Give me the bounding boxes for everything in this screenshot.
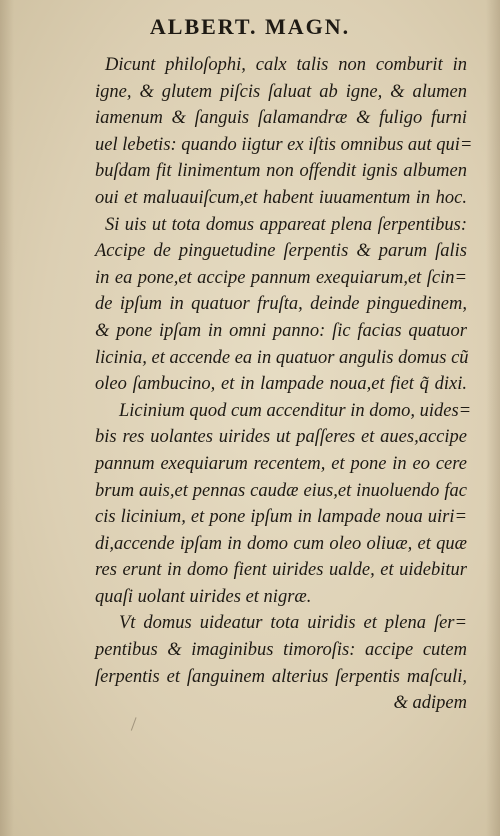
body-text (95, 52, 473, 717)
text-line: & pone ipſam in omni panno: ſic facias quatuor (95, 320, 467, 341)
text-line: Licinium quod cum accenditur in domo, uides= (119, 400, 472, 421)
text-line: buſdam fit linimentum non offendit ignis albumen (95, 161, 467, 182)
text-line: pentibus & imaginibus timoroſis: accipe cutem (95, 640, 467, 661)
catchword: & adipem (393, 693, 467, 714)
text-line: Dicunt philoſophi, calx talis non comburit in (105, 55, 467, 75)
text-line: pannum exequiarum recentem, et pone in eo cere (95, 453, 467, 474)
text-line: cis licinium, et pone ipſum in lampade noua uiri= (95, 507, 467, 528)
text-line: Accipe de pinguetudine ſerpentis & parum ſalis (95, 241, 467, 262)
running-header: ALBERT. MAGN. (149, 14, 351, 39)
text-line: oui et maluauiſcum,et habent iuuamentum in hoc. (95, 187, 467, 208)
text-line: ſerpentis et ſanguinem alterius ſerpentis maſculi, (95, 666, 467, 687)
text-line: res erunt in domo fient uirides ualde, et uidebitur (95, 560, 467, 581)
text-line: di,accende ipſam in domo cum oleo oliuæ, et quæ (95, 533, 467, 554)
text-line: Vt domus uideatur tota uiridis et plena ſer= (119, 613, 467, 634)
page-edge-right (486, 0, 500, 836)
text-line: uel lebetis: quando iigtur ex iſtis omnibus aut qui= (95, 134, 473, 155)
text-line: in ea pone,et accipe pannum exequiarum,et ſcin= (95, 267, 467, 288)
text-line: quaſi uolant uirides et nigræ. (95, 586, 312, 607)
text-line: oleo ſambucino, et in lampade noua,et fiet q̃ dixi. (95, 374, 467, 395)
page-edge-left (0, 0, 14, 836)
text-line: brum auis,et pennas caudæ eius,et inuoluendo fac (95, 480, 467, 501)
text-line: bis res uolantes uirides ut paſſeres et aues,accipe (95, 427, 467, 448)
ink-mark (131, 717, 142, 733)
text-line: iamenum & ſanguis ſalamandræ & fuligo furni (95, 108, 467, 129)
text-line: igne, & glutem piſcis ſaluat ab igne, & alumen (95, 81, 467, 102)
text-line: de ipſum in quatuor fruſta, deinde pinguedinem, (95, 294, 467, 315)
text-line: licinia, et accende ea in quatuor angulis domus cũ (95, 347, 469, 368)
text-line: Si uis ut tota domus appareat plena ſerpentibus: (105, 214, 467, 235)
